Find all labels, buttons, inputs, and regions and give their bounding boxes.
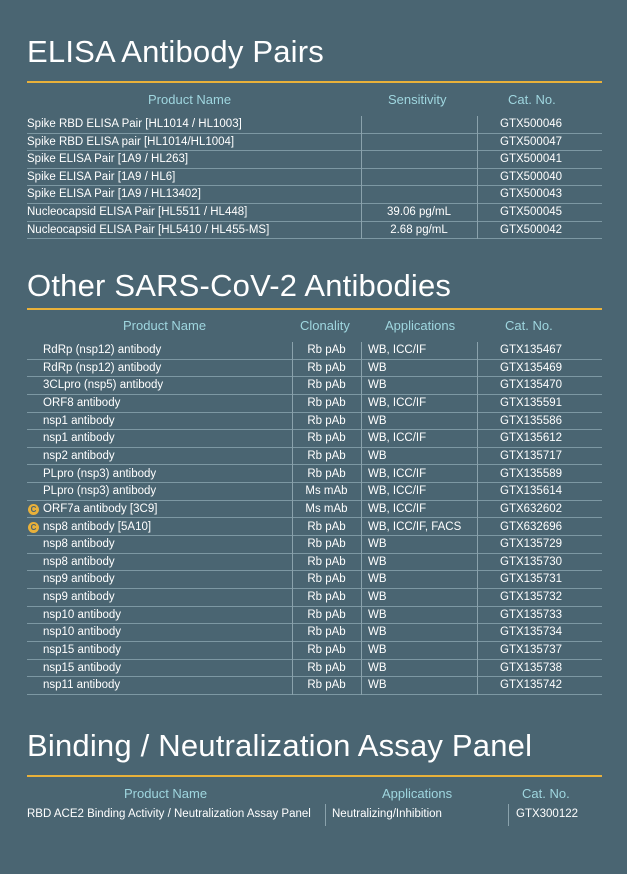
other-applications: WB, ICC/IF [368, 344, 427, 356]
other-applications: WB [368, 626, 387, 639]
other-clonality: Rb pAb [307, 679, 346, 692]
other-applications: WB [368, 573, 387, 586]
other-product: PLpro (nsp3) antibody [43, 467, 157, 480]
other-applications: WB [368, 608, 387, 621]
binding-header-applications: Applications [382, 786, 453, 801]
other-clonality: Rb pAb [307, 608, 346, 621]
other-cat: GTX135733 [500, 608, 563, 621]
column-divider [292, 342, 293, 695]
elisa-header-cat: Cat. No. [508, 92, 556, 107]
column-divider [508, 804, 509, 826]
elisa-cat: GTX500047 [500, 135, 563, 148]
elisa-product: Spike ELISA Pair [1A9 / HL13402] [27, 188, 201, 201]
other-cat: GTX135467 [500, 344, 563, 356]
elisa-header-product: Product Name [148, 92, 232, 107]
other-clonality: Rb pAb [307, 555, 346, 568]
binding-applications: Neutralizing/Inhibition [332, 808, 442, 820]
other-product: nsp8 antibody [5A10] [43, 520, 152, 533]
elisa-sensitivity: 39.06 pg/mL [387, 206, 451, 218]
binding-rule [27, 775, 602, 777]
other-applications: WB [368, 591, 387, 604]
other-rule [27, 308, 602, 310]
other-header-applications: Applications [385, 318, 456, 333]
other-cat: GTX135469 [500, 361, 563, 374]
elisa-sensitivity: 2.68 pg/mL [390, 223, 448, 236]
other-cat: GTX135717 [500, 449, 563, 462]
other-product: nsp11 antibody [43, 679, 121, 692]
other-product: nsp15 antibody [43, 661, 122, 674]
other-clonality: Rb pAb [307, 591, 346, 604]
other-applications: WB, ICC/IF [368, 467, 427, 480]
elisa-product: Spike RBD ELISA Pair [HL1014 / HL1003] [27, 118, 242, 130]
column-divider [361, 116, 362, 239]
other-clonality: Rb pAb [307, 344, 346, 356]
other-product: nsp10 antibody [43, 608, 122, 621]
other-clonality: Rb pAb [307, 361, 346, 374]
other-cat: GTX135591 [500, 396, 563, 409]
other-product: nsp15 antibody [43, 644, 122, 657]
other-applications: WB [368, 414, 387, 427]
column-divider [325, 804, 326, 826]
elisa-rule [27, 81, 602, 83]
other-product: ORF8 antibody [43, 396, 121, 409]
other-applications: WB [368, 555, 387, 568]
other-clonality: Rb pAb [307, 414, 346, 427]
other-applications: WB [368, 449, 387, 462]
elisa-cat: GTX500045 [500, 206, 563, 218]
other-clonality: Rb pAb [307, 661, 346, 674]
other-cat: GTX632696 [500, 520, 563, 533]
other-applications: WB, ICC/IF [368, 396, 427, 409]
other-cat: GTX135612 [500, 432, 563, 445]
c-badge-icon: C [28, 504, 39, 515]
other-product: nsp1 antibody [43, 432, 115, 445]
other-header-product: Product Name [123, 318, 207, 333]
other-product: nsp8 antibody [43, 538, 115, 551]
other-applications: WB, ICC/IF [368, 502, 427, 515]
binding-header-product: Product Name [124, 786, 208, 801]
other-cat: GTX135742 [500, 679, 563, 692]
c-badge-icon: C [28, 522, 39, 533]
elisa-cat: GTX500041 [500, 153, 563, 166]
other-cat: GTX135614 [500, 485, 563, 498]
other-clonality: Rb pAb [307, 449, 346, 462]
other-applications: WB [368, 679, 387, 692]
other-header-clonality: Clonality [300, 318, 350, 333]
other-applications: WB [368, 644, 387, 657]
elisa-cat: GTX500043 [500, 188, 563, 201]
other-clonality: Rb pAb [307, 396, 346, 409]
other-header-cat: Cat. No. [505, 318, 553, 333]
other-applications: WB, ICC/IF [368, 485, 427, 498]
column-divider [477, 116, 478, 239]
elisa-header-sensitivity: Sensitivity [388, 92, 447, 107]
elisa-product: Spike ELISA Pair [1A9 / HL6] [27, 170, 176, 183]
elisa-cat: GTX500042 [500, 223, 563, 236]
elisa-product: Nucleocapsid ELISA Pair [HL5410 / HL455-MS] [27, 223, 270, 236]
other-clonality: Rb pAb [307, 573, 346, 586]
other-applications: WB, ICC/IF, FACS [368, 520, 462, 533]
other-cat: GTX135589 [500, 467, 563, 480]
other-product: nsp10 antibody [43, 626, 122, 639]
elisa-product: Spike ELISA Pair [1A9 / HL263] [27, 153, 189, 166]
other-cat: GTX135737 [500, 644, 563, 657]
other-cat: GTX135734 [500, 626, 563, 639]
other-product: PLpro (nsp3) antibody [43, 485, 157, 498]
other-product: RdRp (nsp12) antibody [43, 361, 162, 374]
elisa-product: Nucleocapsid ELISA Pair [HL5511 / HL448] [27, 206, 248, 218]
other-cat: GTX632602 [500, 502, 563, 515]
elisa-product: Spike RBD ELISA pair [HL1014/HL1004] [27, 135, 235, 148]
other-applications: WB [368, 538, 387, 551]
other-cat: GTX135732 [500, 591, 563, 604]
other-product: nsp1 antibody [43, 414, 115, 427]
other-applications: WB [368, 661, 387, 674]
binding-cat: GTX300122 [516, 808, 579, 820]
binding-title: Binding / Neutralization Assay Panel [27, 728, 533, 763]
elisa-cat: GTX500046 [500, 118, 563, 130]
column-divider [361, 342, 362, 695]
other-cat: GTX135731 [500, 573, 563, 586]
other-clonality: Rb pAb [307, 379, 346, 392]
other-clonality: Rb pAb [307, 644, 346, 657]
other-clonality: Rb pAb [307, 538, 346, 551]
other-product: 3CLpro (nsp5) antibody [43, 379, 164, 392]
other-product: nsp9 antibody [43, 591, 115, 604]
other-cat: GTX135470 [500, 379, 563, 392]
other-product: nsp2 antibody [43, 449, 115, 462]
other-title: Other SARS-CoV-2 Antibodies [27, 268, 452, 303]
binding-product: RBD ACE2 Binding Activity / Neutralization Assay Panel [27, 808, 311, 820]
other-applications: WB [368, 379, 387, 392]
other-product: RdRp (nsp12) antibody [43, 344, 162, 356]
other-cat: GTX135738 [500, 661, 563, 674]
other-applications: WB [368, 361, 387, 374]
binding-header-cat: Cat. No. [522, 786, 570, 801]
column-divider [477, 342, 478, 695]
elisa-title: ELISA Antibody Pairs [27, 34, 324, 69]
other-cat: GTX135730 [500, 555, 563, 568]
other-product: nsp9 antibody [43, 573, 115, 586]
other-clonality: Ms mAb [305, 485, 348, 498]
elisa-cat: GTX500040 [500, 170, 563, 183]
other-clonality: Rb pAb [307, 467, 346, 480]
other-product: nsp8 antibody [43, 555, 115, 568]
other-clonality: Rb pAb [307, 626, 346, 639]
other-cat: GTX135586 [500, 414, 563, 427]
other-cat: GTX135729 [500, 538, 563, 551]
other-clonality: Ms mAb [305, 502, 348, 515]
other-applications: WB, ICC/IF [368, 432, 427, 445]
other-clonality: Rb pAb [307, 520, 346, 533]
other-clonality: Rb pAb [307, 432, 346, 445]
other-product: ORF7a antibody [3C9] [43, 502, 158, 515]
